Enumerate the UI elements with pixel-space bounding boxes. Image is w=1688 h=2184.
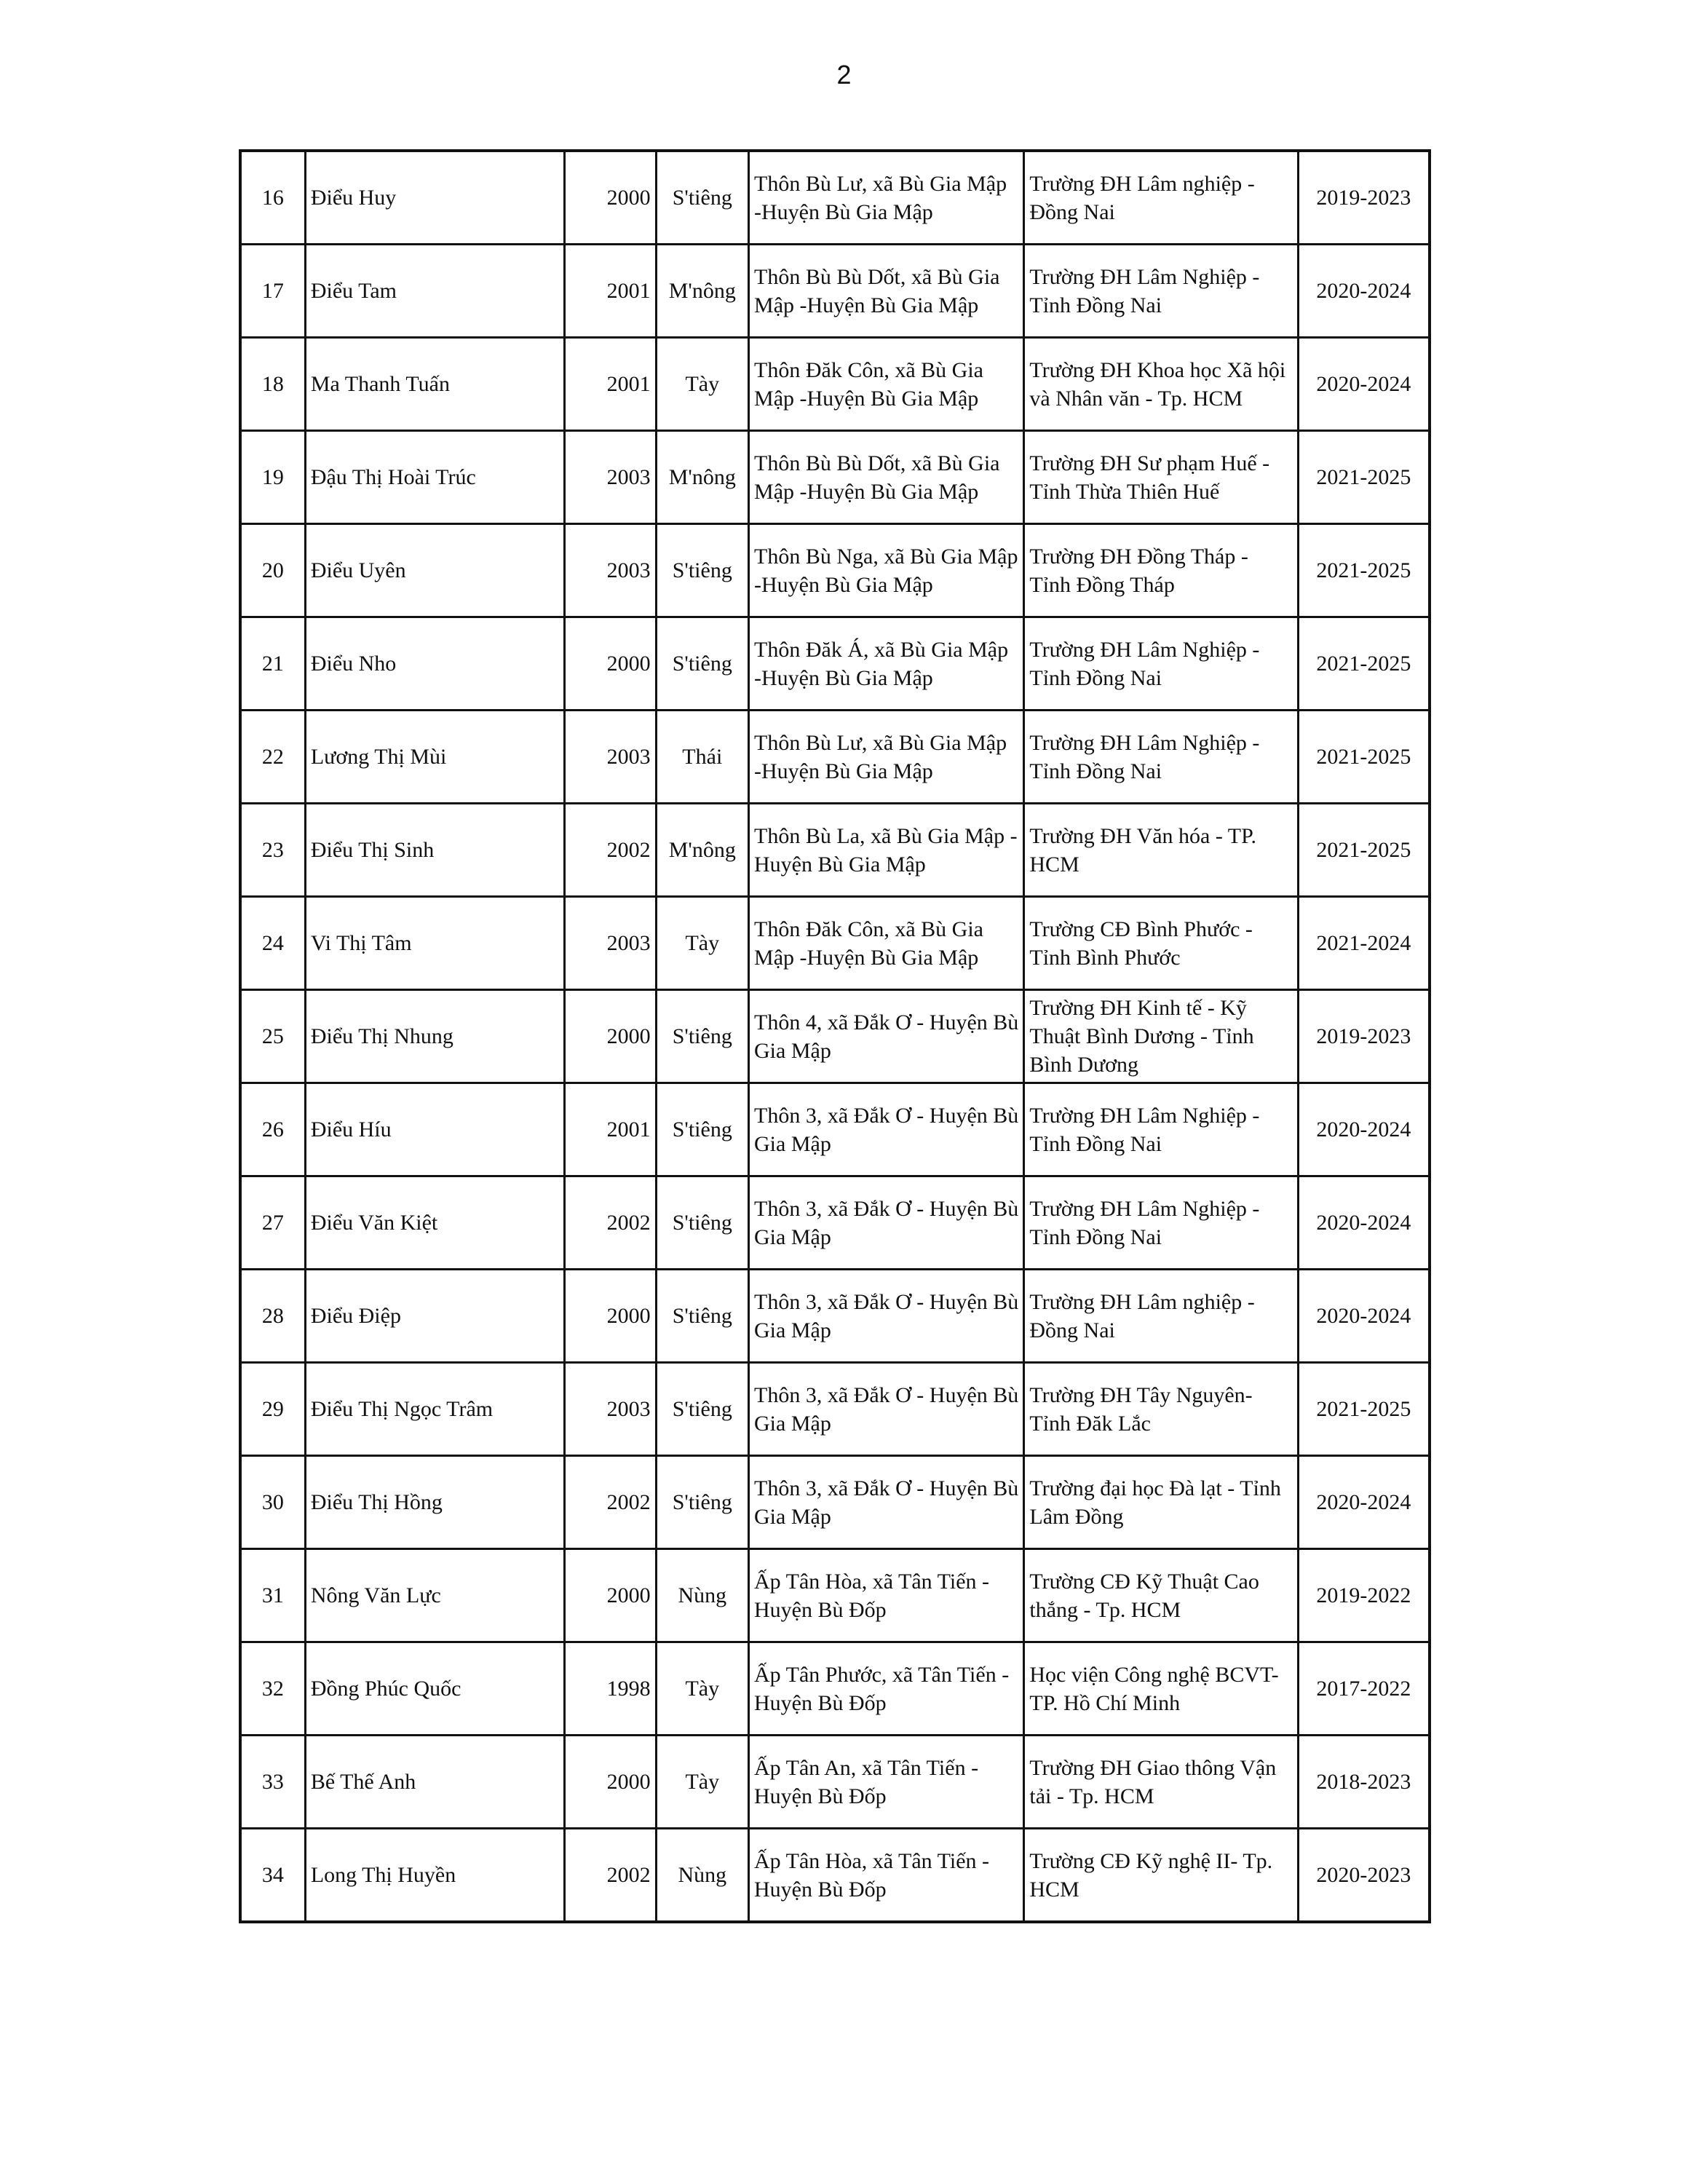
school-name: Trường đại học Đà lạt - Tỉnh Lâm Đồng xyxy=(1024,1456,1298,1549)
row-number: 22 xyxy=(240,711,305,804)
home-address: Thôn Đăk Á, xã Bù Gia Mập -Huyện Bù Gia Mập xyxy=(749,617,1024,711)
home-address: Ấp Tân An, xã Tân Tiến - Huyện Bù Đốp xyxy=(749,1736,1024,1829)
birth-year: 2001 xyxy=(565,338,656,431)
student-name: Lương Thị Mùi xyxy=(305,711,564,804)
student-name: Điểu Thị Sinh xyxy=(305,804,564,897)
row-number: 19 xyxy=(240,431,305,524)
home-address: Thôn 3, xã Đắk Ơ - Huyện Bù Gia Mập xyxy=(749,1270,1024,1363)
table-row xyxy=(240,617,1430,711)
ethnicity: Tày xyxy=(656,897,748,990)
ethnicity: M'nông xyxy=(656,245,748,338)
study-term: 2021-2024 xyxy=(1298,897,1430,990)
ethnicity: S'tiêng xyxy=(656,151,748,245)
home-address: Thôn Đăk Côn, xã Bù Gia Mập -Huyện Bù Gia Mập xyxy=(749,338,1024,431)
study-term: 2021-2025 xyxy=(1298,524,1430,617)
table-row xyxy=(240,1642,1430,1736)
row-number: 26 xyxy=(240,1083,305,1176)
ethnicity: S'tiêng xyxy=(656,1456,748,1549)
student-name: Điểu Thị Hồng xyxy=(305,1456,564,1549)
school-name: Trường ĐH Sư phạm Huế - Tỉnh Thừa Thiên Huế xyxy=(1024,431,1298,524)
study-term: 2020-2024 xyxy=(1298,245,1430,338)
school-name: Học viện Công nghệ BCVT- TP. Hồ Chí Minh xyxy=(1024,1642,1298,1736)
table-row xyxy=(240,1083,1430,1176)
study-term: 2019-2023 xyxy=(1298,990,1430,1083)
student-name: Điểu Điệp xyxy=(305,1270,564,1363)
study-term: 2020-2024 xyxy=(1298,1176,1430,1270)
ethnicity: S'tiêng xyxy=(656,1270,748,1363)
home-address: Thôn Đăk Côn, xã Bù Gia Mập -Huyện Bù Gia Mập xyxy=(749,897,1024,990)
birth-year: 2002 xyxy=(565,804,656,897)
student-name: Điểu Nho xyxy=(305,617,564,711)
home-address: Thôn 3, xã Đắk Ơ - Huyện Bù Gia Mập xyxy=(749,1363,1024,1456)
home-address: Thôn 4, xã Đắk Ơ - Huyện Bù Gia Mập xyxy=(749,990,1024,1083)
school-name: Trường ĐH Lâm Nghiệp - Tỉnh Đồng Nai xyxy=(1024,245,1298,338)
row-number: 34 xyxy=(240,1829,305,1923)
birth-year: 2000 xyxy=(565,1549,656,1642)
study-term: 2021-2025 xyxy=(1298,804,1430,897)
home-address: Ấp Tân Phước, xã Tân Tiến - Huyện Bù Đốp xyxy=(749,1642,1024,1736)
school-name: Trường ĐH Kinh tế - Kỹ Thuật Bình Dương - Tỉnh Bình Dương xyxy=(1024,990,1298,1083)
row-number: 23 xyxy=(240,804,305,897)
student-name: Điểu Huy xyxy=(305,151,564,245)
row-number: 33 xyxy=(240,1736,305,1829)
row-number: 25 xyxy=(240,990,305,1083)
school-name: Trường ĐH Lâm Nghiệp - Tỉnh Đồng Nai xyxy=(1024,711,1298,804)
home-address: Thôn Bù Bù Dốt, xã Bù Gia Mập -Huyện Bù Gia Mập xyxy=(749,431,1024,524)
study-term: 2021-2025 xyxy=(1298,711,1430,804)
study-term: 2021-2025 xyxy=(1298,431,1430,524)
ethnicity: M'nông xyxy=(656,431,748,524)
school-name: Trường ĐH Văn hóa - TP. HCM xyxy=(1024,804,1298,897)
home-address: Ấp Tân Hòa, xã Tân Tiến - Huyện Bù Đốp xyxy=(749,1549,1024,1642)
table-row xyxy=(240,245,1430,338)
row-number: 16 xyxy=(240,151,305,245)
row-number: 17 xyxy=(240,245,305,338)
row-number: 28 xyxy=(240,1270,305,1363)
table-row xyxy=(240,1270,1430,1363)
table-row xyxy=(240,1456,1430,1549)
home-address: Thôn 3, xã Đắk Ơ - Huyện Bù Gia Mập xyxy=(749,1456,1024,1549)
ethnicity: S'tiêng xyxy=(656,524,748,617)
study-term: 2021-2025 xyxy=(1298,617,1430,711)
birth-year: 2003 xyxy=(565,897,656,990)
ethnicity: Thái xyxy=(656,711,748,804)
study-term: 2020-2024 xyxy=(1298,1270,1430,1363)
student-name: Điểu Tam xyxy=(305,245,564,338)
ethnicity: S'tiêng xyxy=(656,990,748,1083)
student-name: Bế Thế Anh xyxy=(305,1736,564,1829)
home-address: Thôn 3, xã Đắk Ơ - Huyện Bù Gia Mập xyxy=(749,1176,1024,1270)
row-number: 31 xyxy=(240,1549,305,1642)
table-row xyxy=(240,1829,1430,1923)
birth-year: 2000 xyxy=(565,1270,656,1363)
row-number: 29 xyxy=(240,1363,305,1456)
row-number: 18 xyxy=(240,338,305,431)
school-name: Trường ĐH Lâm Nghiệp - Tỉnh Đồng Nai xyxy=(1024,1083,1298,1176)
birth-year: 2002 xyxy=(565,1456,656,1549)
school-name: Trường CĐ Kỹ nghệ II- Tp. HCM xyxy=(1024,1829,1298,1923)
home-address: Thôn Bù Bù Dốt, xã Bù Gia Mập -Huyện Bù Gia Mập xyxy=(749,245,1024,338)
study-term: 2018-2023 xyxy=(1298,1736,1430,1829)
home-address: Ấp Tân Hòa, xã Tân Tiến - Huyện Bù Đốp xyxy=(749,1829,1024,1923)
table-row xyxy=(240,1736,1430,1829)
table-row xyxy=(240,1176,1430,1270)
school-name: Trường ĐH Khoa học Xã hội và Nhân văn - Tp. HCM xyxy=(1024,338,1298,431)
birth-year: 2002 xyxy=(565,1176,656,1270)
student-name: Điểu Uyên xyxy=(305,524,564,617)
home-address: Thôn Bù Nga, xã Bù Gia Mập -Huyện Bù Gia Mập xyxy=(749,524,1024,617)
row-number: 20 xyxy=(240,524,305,617)
ethnicity: Nùng xyxy=(656,1549,748,1642)
study-term: 2020-2024 xyxy=(1298,1083,1430,1176)
birth-year: 2003 xyxy=(565,524,656,617)
ethnicity: S'tiêng xyxy=(656,1083,748,1176)
row-number: 30 xyxy=(240,1456,305,1549)
student-name: Đậu Thị Hoài Trúc xyxy=(305,431,564,524)
school-name: Trường ĐH Lâm Nghiệp - Tỉnh Đồng Nai xyxy=(1024,617,1298,711)
school-name: Trường ĐH Giao thông Vận tải - Tp. HCM xyxy=(1024,1736,1298,1829)
birth-year: 2003 xyxy=(565,1363,656,1456)
row-number: 32 xyxy=(240,1642,305,1736)
table-row xyxy=(240,524,1430,617)
student-name: Điểu Thị Ngọc Trâm xyxy=(305,1363,564,1456)
birth-year: 2001 xyxy=(565,1083,656,1176)
ethnicity: S'tiêng xyxy=(656,1363,748,1456)
study-term: 2020-2024 xyxy=(1298,1456,1430,1549)
student-name: Ma Thanh Tuấn xyxy=(305,338,564,431)
birth-year: 2000 xyxy=(565,990,656,1083)
study-term: 2020-2024 xyxy=(1298,338,1430,431)
ethnicity: Tày xyxy=(656,1736,748,1829)
school-name: Trường ĐH Lâm nghiệp - Đồng Nai xyxy=(1024,151,1298,245)
study-term: 2020-2023 xyxy=(1298,1829,1430,1923)
birth-year: 1998 xyxy=(565,1642,656,1736)
birth-year: 2003 xyxy=(565,431,656,524)
table-row xyxy=(240,1363,1430,1456)
study-term: 2021-2025 xyxy=(1298,1363,1430,1456)
school-name: Trường ĐH Lâm nghiệp - Đồng Nai xyxy=(1024,1270,1298,1363)
student-name: Nông Văn Lực xyxy=(305,1549,564,1642)
birth-year: 2003 xyxy=(565,711,656,804)
school-name: Trường CĐ Bình Phước - Tỉnh Bình Phước xyxy=(1024,897,1298,990)
student-name: Điểu Híu xyxy=(305,1083,564,1176)
ethnicity: Nùng xyxy=(656,1829,748,1923)
student-name: Điểu Văn Kiệt xyxy=(305,1176,564,1270)
student-name: Điểu Thị Nhung xyxy=(305,990,564,1083)
school-name: Trường ĐH Đồng Tháp - Tỉnh Đồng Tháp xyxy=(1024,524,1298,617)
table-row xyxy=(240,990,1430,1083)
page-number: 2 xyxy=(836,60,852,90)
table-row xyxy=(240,338,1430,431)
birth-year: 2001 xyxy=(565,245,656,338)
ethnicity: M'nông xyxy=(656,804,748,897)
row-number: 21 xyxy=(240,617,305,711)
ethnicity: Tày xyxy=(656,1642,748,1736)
table-row xyxy=(240,804,1430,897)
table-row xyxy=(240,1549,1430,1642)
study-term: 2019-2023 xyxy=(1298,151,1430,245)
table-row xyxy=(240,711,1430,804)
row-number: 24 xyxy=(240,897,305,990)
study-term: 2019-2022 xyxy=(1298,1549,1430,1642)
home-address: Thôn Bù La, xã Bù Gia Mập - Huyện Bù Gia Mập xyxy=(749,804,1024,897)
student-name: Vi Thị Tâm xyxy=(305,897,564,990)
home-address: Thôn Bù Lư, xã Bù Gia Mập -Huyện Bù Gia Mập xyxy=(749,151,1024,245)
home-address: Thôn 3, xã Đắk Ơ - Huyện Bù Gia Mập xyxy=(749,1083,1024,1176)
birth-year: 2000 xyxy=(565,1736,656,1829)
school-name: Trường ĐH Lâm Nghiệp - Tỉnh Đồng Nai xyxy=(1024,1176,1298,1270)
table-row xyxy=(240,897,1430,990)
table-row xyxy=(240,151,1430,245)
study-term: 2017-2022 xyxy=(1298,1642,1430,1736)
roster-body xyxy=(240,151,1430,1922)
ethnicity: Tày xyxy=(656,338,748,431)
home-address: Thôn Bù Lư, xã Bù Gia Mập -Huyện Bù Gia Mập xyxy=(749,711,1024,804)
school-name: Trường ĐH Tây Nguyên- Tỉnh Đăk Lắc xyxy=(1024,1363,1298,1456)
table-row xyxy=(240,431,1430,524)
row-number: 27 xyxy=(240,1176,305,1270)
student-name: Đồng Phúc Quốc xyxy=(305,1642,564,1736)
ethnicity: S'tiêng xyxy=(656,617,748,711)
birth-year: 2002 xyxy=(565,1829,656,1923)
birth-year: 2000 xyxy=(565,617,656,711)
student-name: Long Thị Huyền xyxy=(305,1829,564,1923)
birth-year: 2000 xyxy=(565,151,656,245)
student-roster-table xyxy=(239,149,1431,1923)
school-name: Trường CĐ Kỹ Thuật Cao thắng - Tp. HCM xyxy=(1024,1549,1298,1642)
ethnicity: S'tiêng xyxy=(656,1176,748,1270)
